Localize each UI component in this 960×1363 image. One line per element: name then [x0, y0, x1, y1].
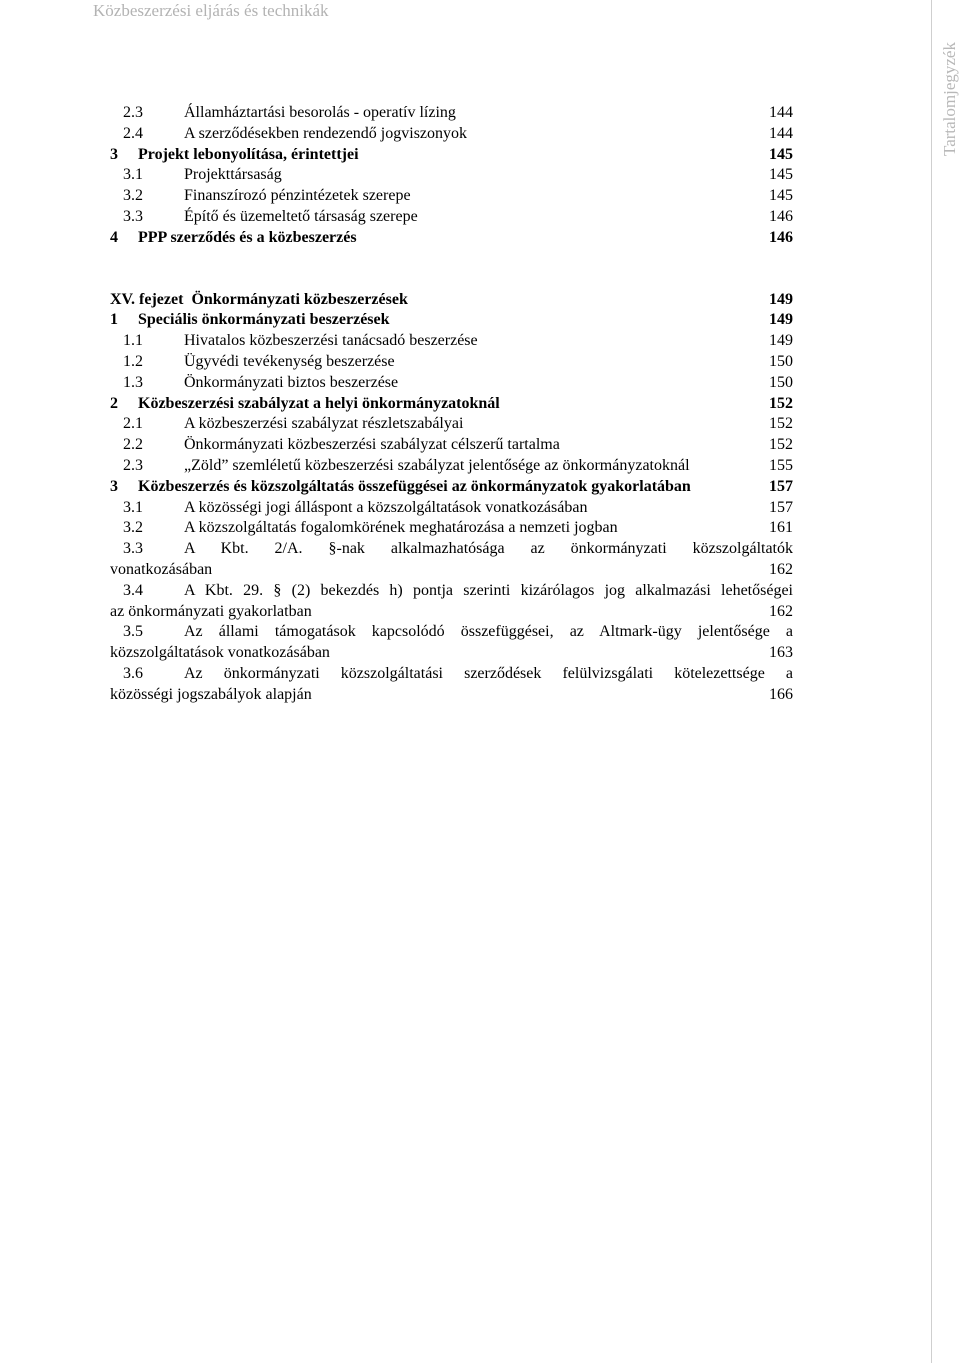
toc-entry-page: 145 — [769, 145, 793, 163]
toc-entry-title: „Zöld” szemléletű közbeszerzési szabályzat jelentősége az önkormányzatoknál — [184, 456, 690, 474]
toc-entry-number: 1.2 — [123, 352, 143, 370]
toc-entry-title: Közbeszerzési szabályzat a helyi önkormányzatoknál — [138, 394, 500, 412]
toc-entry-number: 3.5 — [123, 623, 143, 641]
toc-entry-title: Önkormányzati közbeszerzési szabályzat célszerű tartalma — [184, 436, 560, 454]
running-header-title: Közbeszerzési eljárás és technikák — [93, 1, 329, 20]
toc-block-chapter — [110, 310, 793, 539]
chapter-title: Önkormányzati közbeszerzések — [191, 290, 408, 308]
toc-entry-number: 3 — [110, 477, 118, 495]
toc-entry[interactable] — [110, 310, 793, 331]
toc-entry-wrapped[interactable] — [110, 581, 793, 623]
toc-entry-title: A közbeszerzési szabályzat részletszabályai — [184, 415, 464, 433]
toc-entry-wrapped[interactable] — [110, 622, 793, 664]
toc-entry-title: Államháztartási besorolás - operatív lízing — [184, 104, 456, 121]
toc-entry-number: 3.1 — [123, 498, 143, 516]
toc-entry-number: 2.1 — [123, 415, 143, 433]
toc-entry-number: 2.2 — [123, 436, 143, 454]
toc-entry-title: A közszolgáltatás fogalomkörének meghatározása a nemzeti jogban — [184, 519, 618, 537]
toc-entry-title-line2: vonatkozásában — [110, 560, 213, 578]
toc-entry-title: Projekttársaság — [184, 166, 282, 184]
toc-chapter-entry[interactable] — [110, 290, 793, 311]
section-gap — [110, 249, 793, 290]
toc-entry-page: 149 — [769, 332, 793, 350]
toc-entry-page: 157 — [769, 498, 793, 516]
toc-entry-title: Projekt lebonyolítása, érintettjei — [138, 145, 359, 163]
toc-entry-title: A szerződésekben rendezendő jogviszonyok — [184, 124, 468, 142]
side-tab-label — [940, 36, 960, 161]
toc-entry-page: 150 — [769, 352, 793, 370]
toc-entry-number: 2.4 — [123, 124, 143, 142]
toc-entry[interactable] — [110, 435, 793, 456]
toc-entry-page: 166 — [769, 685, 793, 703]
toc-entry-title-line2: az önkormányzati gyakorlatban — [110, 602, 312, 620]
toc-entry[interactable] — [110, 124, 793, 145]
toc-entry-page: 146 — [769, 207, 793, 225]
toc-entry-page: 157 — [769, 477, 793, 495]
toc-entry-page: 163 — [769, 644, 793, 662]
chapter-page: 149 — [769, 290, 793, 308]
toc-entry-number: 3.2 — [123, 187, 143, 205]
toc-entry-title-line2: közszolgáltatások vonatkozásában — [110, 644, 330, 662]
toc-entry[interactable] — [110, 394, 793, 415]
toc-entry-title: PPP szerződés és a közbeszerzés — [138, 228, 357, 246]
side-tab-text: Tartalomjegyzék — [940, 42, 959, 156]
toc-entry-page: 149 — [769, 311, 793, 329]
toc-entry-number: 3.2 — [123, 519, 143, 537]
toc-entry[interactable] — [110, 477, 793, 498]
toc-entry[interactable] — [110, 498, 793, 519]
toc-entry-number: 3.3 — [123, 540, 143, 558]
toc-entry-title: Speciális önkormányzati beszerzések — [138, 311, 390, 329]
toc-entry-number: 3.4 — [123, 581, 143, 599]
toc-entry-page: 152 — [769, 436, 793, 454]
toc-entry-title-line1: Az önkormányzati közszolgáltatási szerződések felülvizsgálati kötelezettsége a — [184, 664, 793, 682]
toc-entry-page: 144 — [769, 104, 793, 121]
toc-entry[interactable] — [110, 352, 793, 373]
toc-entry-page: 152 — [769, 394, 793, 412]
toc-entry[interactable] — [110, 518, 793, 539]
toc-entry-number: 2.3 — [123, 104, 143, 121]
side-divider — [931, 0, 932, 1363]
toc-entry-title: A közösségi jogi álláspont a közszolgáltatások vonatkozásában — [184, 498, 588, 516]
toc-entry[interactable] — [110, 186, 793, 207]
toc-entry-title-line1: A Kbt. 29. § (2) bekezdés h) pontja szerinti kizárólagos jog alkalmazási lehetőségei — [184, 581, 793, 599]
toc-entry-page: 162 — [769, 602, 793, 620]
toc-entry[interactable] — [110, 165, 793, 186]
toc-entry-number: 2 — [110, 394, 118, 412]
toc-entry-number: 2.3 — [123, 456, 143, 474]
toc-entry-title-line1: A Kbt. 2/A. §-nak alkalmazhatósága az önkormányzati közszolgáltatók — [184, 540, 793, 558]
toc-entry-title: Közbeszerzés és közszolgáltatás összefüggései az önkormányzatok gyakorlatában — [138, 477, 691, 495]
toc-entry[interactable] — [110, 373, 793, 394]
toc-entry[interactable] — [110, 331, 793, 352]
toc-entry-page: 146 — [769, 228, 793, 246]
toc-entry-title: Finanszírozó pénzintézetek szerepe — [184, 187, 411, 205]
toc-entry-title: Önkormányzati biztos beszerzése — [184, 373, 399, 391]
toc-entry[interactable] — [110, 456, 793, 477]
toc-entry-number: 1 — [110, 311, 118, 329]
toc-entry-number: 3.6 — [123, 664, 143, 682]
toc-entry-number: 1.3 — [123, 373, 143, 391]
toc-entry-title: Hivatalos közbeszerzési tanácsadó beszerzése — [184, 332, 478, 350]
toc-entry[interactable] — [110, 207, 793, 228]
toc-entry-title-line1: Az állami támogatások kapcsolódó összefüggései, az Altmark-ügy jelentősége a — [184, 623, 793, 641]
toc-entry-page: 145 — [769, 166, 793, 184]
chapter-number: XV. fejezet — [110, 290, 184, 308]
toc-entry-page: 152 — [769, 415, 793, 433]
toc-block-pre — [110, 103, 793, 249]
toc-entry-number: 3.3 — [123, 207, 143, 225]
toc-entry-wrapped[interactable] — [110, 664, 793, 706]
toc-entry-number: 3 — [110, 145, 118, 163]
toc-entry-title-line2: közösségi jogszabályok alapján — [110, 685, 312, 703]
toc-block-wrapped — [110, 539, 793, 705]
toc-entry-page: 161 — [769, 519, 793, 537]
toc-entry-number: 1.1 — [123, 332, 143, 350]
table-of-contents — [110, 103, 793, 706]
toc-entry-page: 145 — [769, 187, 793, 205]
toc-entry-title: Ügyvédi tevékenység beszerzése — [184, 352, 395, 370]
toc-entry[interactable] — [110, 145, 793, 166]
toc-entry-number: 3.1 — [123, 166, 143, 184]
toc-entry-wrapped[interactable] — [110, 539, 793, 581]
toc-entry[interactable] — [110, 103, 793, 124]
toc-entry-number: 4 — [110, 228, 118, 246]
toc-entry-page: 155 — [769, 456, 793, 474]
toc-entry-page: 144 — [769, 124, 793, 142]
toc-entry[interactable] — [110, 414, 793, 435]
toc-entry-page: 162 — [769, 560, 793, 578]
toc-entry-page: 150 — [769, 373, 793, 391]
toc-entry[interactable] — [110, 228, 793, 249]
toc-entry-title: Építő és üzemeltető társaság szerepe — [184, 207, 418, 225]
